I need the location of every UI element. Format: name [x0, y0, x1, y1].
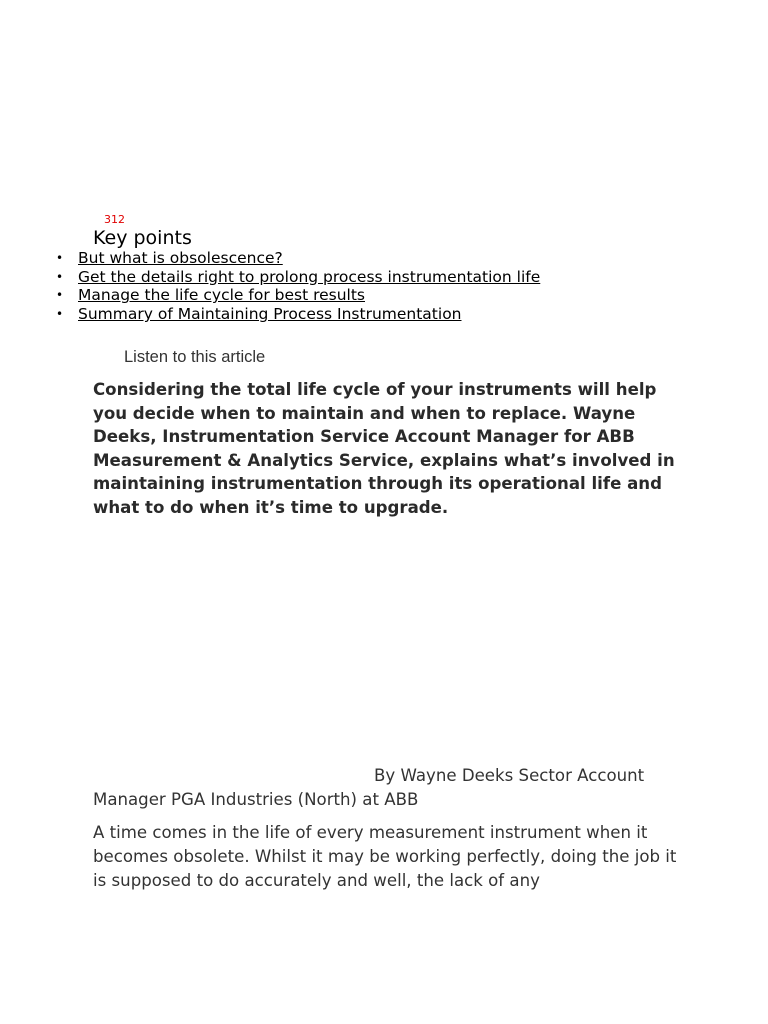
article-body: A time comes in the life of every measurement instrument when it becomes obsolete. Whilst it may be working perfectly, doing the job it is supposed to do accurately and well, the lack of any — [93, 823, 677, 890]
listen-to-article-button[interactable]: Listen to this article — [124, 348, 266, 366]
article-lead: Considering the total life cycle of your instruments will help you decide when to maintain and when to replace. Wayne Deeks, Instrumentation Service Account Manager for ABB Measurement & Analytics Service, explains what’s involved in maintaining instrumentation through its operational life and what to do when it’s time to upgrade. — [93, 380, 675, 517]
key-point-link-obsolescence[interactable]: But what is obsolescence? — [78, 249, 283, 267]
key-point-link-life-cycle[interactable]: Manage the life cycle for best results — [78, 286, 365, 305]
share-count: 312 — [104, 213, 125, 226]
list-item — [56, 268, 540, 287]
key-points-heading: Key points — [93, 227, 192, 249]
bullet-icon: • — [56, 269, 64, 284]
bullet-icon: • — [56, 251, 64, 265]
list-item — [56, 249, 540, 268]
article-byline — [93, 764, 678, 812]
key-point-link-summary[interactable]: Summary of Maintaining Process Instrumentation — [78, 305, 462, 324]
byline-text: By Wayne Deeks Sector Account Manager PGA Industries (North) at ABB — [93, 766, 645, 809]
list-item — [56, 305, 540, 324]
bullet-icon: • — [56, 307, 64, 322]
key-point-link-details[interactable]: Get the details right to prolong process instrumentation life — [78, 267, 541, 286]
list-item — [56, 286, 540, 305]
key-points-list — [56, 249, 540, 324]
bullet-icon: • — [56, 288, 64, 303]
